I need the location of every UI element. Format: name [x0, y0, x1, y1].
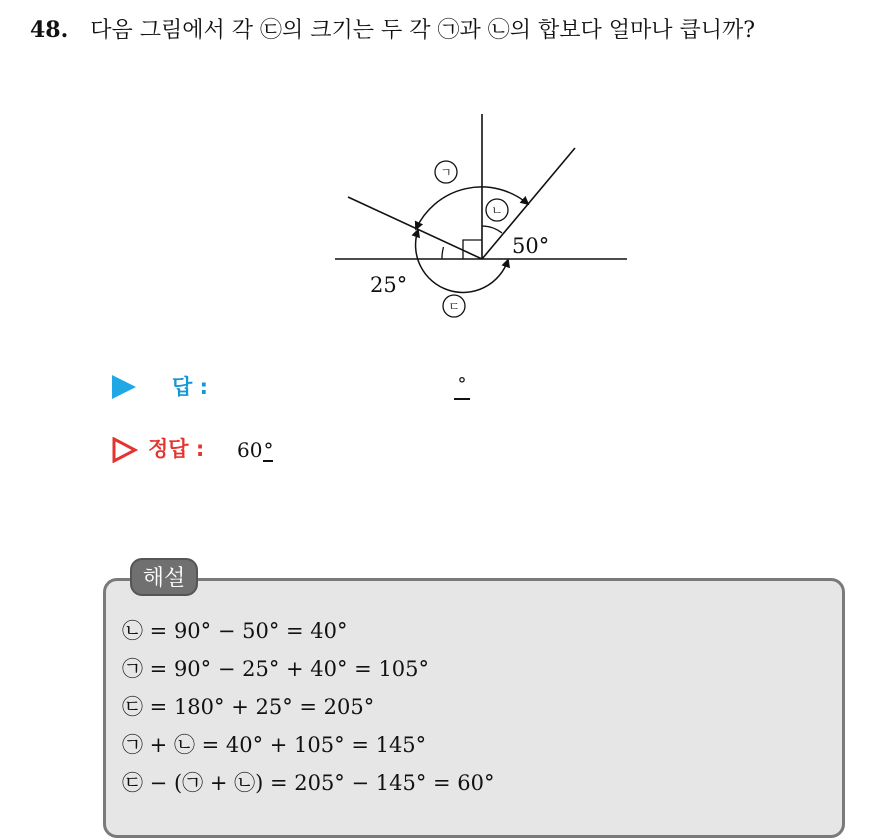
label-c-text: ㄷ — [448, 299, 460, 314]
play-filled-icon — [112, 375, 136, 399]
explanation-equations — [122, 612, 495, 802]
equation-line: ㉠ = 90° − 25° + 40° = 105° — [122, 657, 430, 681]
arc-angle-b — [482, 226, 502, 233]
answer-row — [112, 372, 532, 402]
arc-angle-a — [416, 187, 528, 229]
right-angle-mark — [463, 240, 482, 259]
angle-figure — [330, 108, 630, 328]
label-25-deg: 25° — [370, 273, 408, 297]
equation-line: ㉢ = 180° + 25° = 205° — [122, 695, 375, 719]
arc-25 — [442, 247, 444, 259]
equation-line: ㉠ + ㉡ = 40° + 105° = 145° — [122, 733, 427, 757]
equation-line: ㉢ − (㉠ + ㉡) = 205° − 145° = 60° — [122, 771, 495, 795]
question-number: 48. — [30, 17, 69, 43]
play-outline-icon — [112, 437, 138, 463]
question-text: 다음 그림에서 각 ㉢의 크기는 두 각 ㉠과 ㉡의 합보다 얼마나 큽니까? — [90, 18, 756, 43]
angle-diagram — [330, 108, 630, 328]
arc-angle-c — [416, 230, 508, 292]
correct-number: 60 — [237, 438, 263, 462]
equation-line: ㉡ = 90° − 50° = 40° — [122, 619, 348, 643]
correct-value — [237, 434, 273, 466]
correct-label: 정답 : — [148, 437, 205, 461]
answer-label: 답 : — [172, 375, 208, 399]
label-50-deg: 50° — [512, 234, 550, 258]
explanation-tab: 해설 — [130, 558, 198, 596]
correct-answer-row — [112, 434, 532, 466]
label-a-text: ㄱ — [440, 165, 452, 180]
label-b-text: ㄴ — [491, 203, 503, 218]
question — [30, 16, 755, 45]
answer-input-blank[interactable]: ° — [454, 372, 470, 400]
correct-unit: ° — [263, 438, 274, 462]
